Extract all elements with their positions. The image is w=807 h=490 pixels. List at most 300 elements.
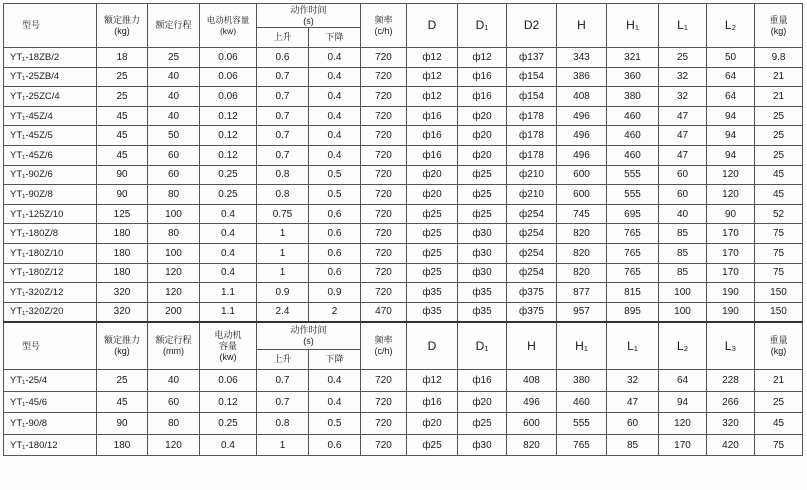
t2-cell: 47	[607, 391, 659, 413]
t1-cell: 150	[755, 302, 803, 322]
t1-row	[4, 67, 803, 87]
t1-header-weight: 重量 (kg)	[755, 4, 803, 48]
t1-cell: 85	[659, 224, 707, 244]
t1-cell: 190	[707, 283, 755, 303]
t1-cell: 45	[97, 106, 148, 126]
t1-cell: 60	[659, 165, 707, 185]
t1-cell: 200	[148, 302, 200, 322]
t1-row	[4, 48, 803, 68]
t1-cell: 765	[607, 263, 659, 283]
t2-header-l1: L₁	[607, 322, 659, 370]
t1-cell: 52	[755, 204, 803, 224]
t2-cell: 45	[755, 413, 803, 435]
t1-row	[4, 204, 803, 224]
t2-cell: 420	[707, 434, 755, 456]
t1-cell: ф30	[458, 263, 507, 283]
t1-cell: 1	[257, 263, 309, 283]
t1-cell: 1	[257, 224, 309, 244]
t1-cell: 21	[755, 67, 803, 87]
t1-cell: 470	[361, 302, 407, 322]
t1-cell: ф25	[458, 185, 507, 205]
t2-cell: 75	[755, 434, 803, 456]
t1-cell: YT₁-45Z/5	[4, 126, 97, 146]
t1-cell: ф178	[507, 145, 557, 165]
t2-cell: 0.12	[200, 391, 257, 413]
t1-cell: 0.25	[200, 165, 257, 185]
t1-cell: 0.12	[200, 145, 257, 165]
t1-cell: 40	[148, 87, 200, 107]
t1-cell: 0.12	[200, 106, 257, 126]
t2-cell: 85	[607, 434, 659, 456]
t1-cell: ф35	[407, 302, 458, 322]
t1-cell: 120	[148, 263, 200, 283]
t2-cell: 80	[148, 413, 200, 435]
t1-cell: 45	[97, 145, 148, 165]
t2-cell: 720	[361, 413, 407, 435]
t1-cell: 0.5	[309, 165, 361, 185]
t1-cell: ф16	[407, 126, 458, 146]
t1-cell: 720	[361, 126, 407, 146]
t1-cell: 895	[607, 302, 659, 322]
t1-cell: YT₁-180Z/8	[4, 224, 97, 244]
t2-cell: ф20	[458, 391, 507, 413]
t2-cell: YT₁-45/6	[4, 391, 97, 413]
t1-row	[4, 87, 803, 107]
t1-cell: 85	[659, 263, 707, 283]
t1-cell: YT₁-90Z/8	[4, 185, 97, 205]
t2-cell: 90	[97, 413, 148, 435]
t1-cell: 496	[557, 126, 607, 146]
t1-cell: 0.25	[200, 185, 257, 205]
t1-cell: 18	[97, 48, 148, 68]
t1-cell: 0.7	[257, 87, 309, 107]
t1-cell: 720	[361, 263, 407, 283]
t1-cell: ф20	[458, 106, 507, 126]
t1-header-down: 下降	[309, 28, 361, 48]
t1-cell: 460	[607, 126, 659, 146]
t1-cell: 32	[659, 87, 707, 107]
t1-header-model: 型号	[4, 4, 97, 48]
t2-header-freq: 频率 (c/h)	[361, 322, 407, 370]
t1-cell: 64	[707, 67, 755, 87]
t1-body	[4, 48, 803, 322]
t1-cell: ф254	[507, 204, 557, 224]
t1-header-l1: L₁	[659, 4, 707, 48]
t1-cell: 0.4	[200, 243, 257, 263]
t1-cell: 0.75	[257, 204, 309, 224]
t1-cell: ф254	[507, 224, 557, 244]
t1-cell: 820	[557, 224, 607, 244]
t2-cell: 21	[755, 370, 803, 392]
t1-header-thrust: 额定推力 (kg)	[97, 4, 148, 48]
t2-row	[4, 434, 803, 456]
t1-cell: YT₁-180Z/10	[4, 243, 97, 263]
t1-cell: 720	[361, 185, 407, 205]
t1-cell: YT₁-320Z/20	[4, 302, 97, 322]
t1-cell: 47	[659, 145, 707, 165]
t1-cell: ф25	[407, 263, 458, 283]
t1-row	[4, 283, 803, 303]
t1-cell: 32	[659, 67, 707, 87]
t2-cell: 266	[707, 391, 755, 413]
t2-cell: 0.6	[309, 434, 361, 456]
t1-cell: ф178	[507, 106, 557, 126]
t1-cell: 0.6	[309, 224, 361, 244]
t1-cell: 1.1	[200, 283, 257, 303]
t2-header-l2: L₂	[659, 322, 707, 370]
t1-cell: 0.7	[257, 126, 309, 146]
t1-header-action-time: 动作时间 (s)	[257, 4, 361, 28]
t1-cell: 321	[607, 48, 659, 68]
t2-cell: 94	[659, 391, 707, 413]
t1-cell: 0.7	[257, 67, 309, 87]
t2-header-h: H	[507, 322, 557, 370]
t1-cell: 720	[361, 87, 407, 107]
t1-cell: 45	[97, 126, 148, 146]
t1-cell: 25	[148, 48, 200, 68]
t1-cell: 0.4	[200, 263, 257, 283]
t1-cell: 47	[659, 106, 707, 126]
t1-row	[4, 302, 803, 322]
t2-cell: 0.7	[257, 391, 309, 413]
t1-row	[4, 224, 803, 244]
t1-cell: 0.4	[309, 48, 361, 68]
t1-cell: 0.6	[309, 204, 361, 224]
t2-cell: 120	[148, 434, 200, 456]
t1-cell: 0.8	[257, 185, 309, 205]
t1-cell: ф210	[507, 185, 557, 205]
t1-cell: ф375	[507, 283, 557, 303]
t1-cell: YT₁-25ZB/4	[4, 67, 97, 87]
t1-cell: 0.4	[309, 87, 361, 107]
t1-cell: 50	[707, 48, 755, 68]
t2-cell: 408	[507, 370, 557, 392]
t1-cell: YT₁-320Z/12	[4, 283, 97, 303]
t2-cell: 0.8	[257, 413, 309, 435]
t1-row	[4, 243, 803, 263]
t1-cell: YT₁-180Z/12	[4, 263, 97, 283]
t1-cell: YT₁-125Z/10	[4, 204, 97, 224]
t1-cell: 0.4	[309, 106, 361, 126]
t2-header-thrust: 额定推力 (kg)	[97, 322, 148, 370]
t1-cell: ф137	[507, 48, 557, 68]
t1-cell: 408	[557, 87, 607, 107]
t1-cell: 815	[607, 283, 659, 303]
t2-header-weight: 重量 (kg)	[755, 322, 803, 370]
t1-cell: 100	[148, 243, 200, 263]
t2-cell: 460	[557, 391, 607, 413]
t1-cell: 94	[707, 106, 755, 126]
t1-cell: 555	[607, 185, 659, 205]
t1-row	[4, 165, 803, 185]
t1-cell: 555	[607, 165, 659, 185]
t1-cell: 45	[755, 185, 803, 205]
t2-cell: 0.7	[257, 370, 309, 392]
t2-cell: ф20	[407, 413, 458, 435]
t2-cell: 228	[707, 370, 755, 392]
t1-cell: 320	[97, 302, 148, 322]
t2-cell: YT₁-90/8	[4, 413, 97, 435]
t1-cell: 47	[659, 126, 707, 146]
t1-cell: 360	[607, 67, 659, 87]
t1-cell: 1	[257, 243, 309, 263]
t1-header-motor: 电动机容量 (kw)	[200, 4, 257, 48]
t2-cell: 720	[361, 391, 407, 413]
t1-cell: 0.4	[309, 145, 361, 165]
t1-cell: ф25	[407, 224, 458, 244]
t1-cell: 25	[755, 126, 803, 146]
t1-cell: ф20	[458, 145, 507, 165]
t1-header-h1: H₁	[607, 4, 659, 48]
t1-cell: 100	[659, 283, 707, 303]
t1-cell: ф20	[407, 185, 458, 205]
t2-cell: 170	[659, 434, 707, 456]
t1-cell: 94	[707, 126, 755, 146]
t1-cell: ф25	[407, 243, 458, 263]
t1-cell: ф16	[458, 87, 507, 107]
t1-cell: 170	[707, 224, 755, 244]
t2-cell: 180	[97, 434, 148, 456]
t1-cell: 1.1	[200, 302, 257, 322]
t1-cell: 765	[607, 243, 659, 263]
t2-cell: ф16	[458, 370, 507, 392]
t1-row	[4, 106, 803, 126]
t1-cell: ф12	[458, 48, 507, 68]
t2-cell: 32	[607, 370, 659, 392]
t1-cell: 94	[707, 145, 755, 165]
t1-row	[4, 126, 803, 146]
t1-cell: ф16	[407, 145, 458, 165]
t2-cell: 64	[659, 370, 707, 392]
t1-cell: 80	[148, 224, 200, 244]
t1-cell: 9.8	[755, 48, 803, 68]
t1-cell: 180	[97, 263, 148, 283]
t1-cell: 957	[557, 302, 607, 322]
t1-cell: 0.12	[200, 126, 257, 146]
t1-cell: 0.8	[257, 165, 309, 185]
t1-cell: 720	[361, 283, 407, 303]
t1-cell: 380	[607, 87, 659, 107]
t1-cell: 120	[707, 165, 755, 185]
t2-cell: 25	[755, 391, 803, 413]
t2-cell: 720	[361, 434, 407, 456]
t1-cell: 720	[361, 145, 407, 165]
t1-cell: ф35	[458, 302, 507, 322]
t1-cell: 100	[659, 302, 707, 322]
t2-header-l3: L₃	[707, 322, 755, 370]
t1-header-d1: D₁	[458, 4, 507, 48]
t1-row	[4, 263, 803, 283]
t1-cell: 75	[755, 224, 803, 244]
t1-cell: ф25	[407, 204, 458, 224]
t2-cell: 0.25	[200, 413, 257, 435]
t1-cell: 50	[148, 126, 200, 146]
t1-cell: ф35	[407, 283, 458, 303]
t1-cell: 0.4	[200, 204, 257, 224]
t1-cell: 460	[607, 145, 659, 165]
t1-cell: ф12	[407, 48, 458, 68]
t1-cell: YT₁-45Z/4	[4, 106, 97, 126]
t1-cell: YT₁-90Z/6	[4, 165, 97, 185]
t2-header-motor: 电动机 容量 (kw)	[200, 322, 257, 370]
t1-cell: 60	[148, 165, 200, 185]
t1-cell: 0.06	[200, 67, 257, 87]
t2-header-down: 下降	[309, 350, 361, 370]
t1-cell: 0.06	[200, 48, 257, 68]
t2-cell: 820	[507, 434, 557, 456]
t1-cell: 695	[607, 204, 659, 224]
t2-cell: 0.4	[309, 370, 361, 392]
t2-cell: 60	[607, 413, 659, 435]
t1-cell: 21	[755, 87, 803, 107]
t1-row	[4, 145, 803, 165]
t2-cell: 120	[659, 413, 707, 435]
t2-header-stroke: 额定行程 (mm)	[148, 322, 200, 370]
t2-cell: 0.5	[309, 413, 361, 435]
t2-cell: 45	[97, 391, 148, 413]
t1-cell: 0.6	[257, 48, 309, 68]
t1-cell: 720	[361, 48, 407, 68]
t1-cell: 85	[659, 243, 707, 263]
t2-cell: 0.4	[200, 434, 257, 456]
t1-cell: 180	[97, 224, 148, 244]
t1-cell: 25	[97, 67, 148, 87]
t1-cell: ф25	[458, 165, 507, 185]
t2-cell: 320	[707, 413, 755, 435]
t1-cell: 0.5	[309, 185, 361, 205]
t1-header-stroke: 额定行程	[148, 4, 200, 48]
t1-cell: 120	[707, 185, 755, 205]
t1-cell: 0.9	[309, 283, 361, 303]
t2-row	[4, 370, 803, 392]
t1-cell: 720	[361, 224, 407, 244]
t1-cell: 40	[148, 67, 200, 87]
t1-cell: ф254	[507, 243, 557, 263]
t2-cell: 600	[507, 413, 557, 435]
t1-cell: 600	[557, 165, 607, 185]
t1-cell: 0.7	[257, 145, 309, 165]
t1-header-up: 上升	[257, 28, 309, 48]
t2-cell: 496	[507, 391, 557, 413]
t1-cell: 720	[361, 204, 407, 224]
t1-cell: ф154	[507, 87, 557, 107]
t2-cell: 40	[148, 370, 200, 392]
t2-header-model: 型号	[4, 322, 97, 370]
t1-cell: 0.9	[257, 283, 309, 303]
t1-cell: YT₁-25ZC/4	[4, 87, 97, 107]
t1-cell: ф16	[458, 67, 507, 87]
t1-cell: ф20	[458, 126, 507, 146]
t1-cell: 0.4	[309, 67, 361, 87]
t1-cell: 720	[361, 243, 407, 263]
t1-cell: 45	[755, 165, 803, 185]
t2-cell: 720	[361, 370, 407, 392]
t1-cell: 820	[557, 263, 607, 283]
t1-cell: 0.06	[200, 87, 257, 107]
t1-cell: 40	[148, 106, 200, 126]
t1-cell: 343	[557, 48, 607, 68]
t1-cell: 60	[148, 145, 200, 165]
t1-cell: 877	[557, 283, 607, 303]
t2-cell: ф12	[407, 370, 458, 392]
t1-header-d: D	[407, 4, 458, 48]
t2-cell: 1	[257, 434, 309, 456]
t1-cell: 170	[707, 263, 755, 283]
t1-cell: 720	[361, 67, 407, 87]
t2-cell: YT₁-25/4	[4, 370, 97, 392]
t2-cell: 60	[148, 391, 200, 413]
t1-cell: 100	[148, 204, 200, 224]
t1-cell: ф35	[458, 283, 507, 303]
t1-cell: 125	[97, 204, 148, 224]
t1-header-freq: 频率 (c/h)	[361, 4, 407, 48]
t1-cell: 25	[97, 87, 148, 107]
t1-cell: 0.6	[309, 263, 361, 283]
t1-cell: 320	[97, 283, 148, 303]
t2-body	[4, 370, 803, 456]
t1-cell: 60	[659, 185, 707, 205]
t1-cell: ф12	[407, 67, 458, 87]
t2-header-d1: D₁	[458, 322, 507, 370]
t2-header-action-time: 动作时间 (s)	[257, 322, 361, 350]
t1-cell: ф210	[507, 165, 557, 185]
spec-table	[3, 3, 803, 456]
t1-cell: 170	[707, 243, 755, 263]
t1-cell: 75	[755, 263, 803, 283]
t1-cell: 150	[755, 283, 803, 303]
t2-cell: YT₁-180/12	[4, 434, 97, 456]
t1-cell: 25	[659, 48, 707, 68]
t1-header-h: H	[557, 4, 607, 48]
t2-header-h1: H₁	[557, 322, 607, 370]
t2-cell: ф25	[407, 434, 458, 456]
t1-cell: ф254	[507, 263, 557, 283]
t1-cell: ф30	[458, 243, 507, 263]
t1-cell: 64	[707, 87, 755, 107]
t2-cell: ф30	[458, 434, 507, 456]
t1-cell: 0.6	[309, 243, 361, 263]
t1-cell: 90	[97, 185, 148, 205]
t1-cell: ф178	[507, 126, 557, 146]
t1-cell: 0.4	[200, 224, 257, 244]
t1-cell: 120	[148, 283, 200, 303]
t2-cell: 765	[557, 434, 607, 456]
t1-cell: ф16	[407, 106, 458, 126]
t1-cell: 820	[557, 243, 607, 263]
t1-cell: 765	[607, 224, 659, 244]
t1-cell: 75	[755, 243, 803, 263]
t1-cell: ф154	[507, 67, 557, 87]
t1-cell: YT₁-18ZB/2	[4, 48, 97, 68]
t1-cell: ф25	[458, 204, 507, 224]
t1-cell: 40	[659, 204, 707, 224]
t1-cell: 2.4	[257, 302, 309, 322]
t1-cell: 90	[707, 204, 755, 224]
t2-cell: 25	[97, 370, 148, 392]
t1-cell: 90	[97, 165, 148, 185]
t1-cell: 2	[309, 302, 361, 322]
t2-cell: 380	[557, 370, 607, 392]
t1-cell: 460	[607, 106, 659, 126]
t2-row	[4, 391, 803, 413]
t1-cell: 0.4	[309, 126, 361, 146]
t1-cell: 600	[557, 185, 607, 205]
t2-row	[4, 413, 803, 435]
t2-header-up: 上升	[257, 350, 309, 370]
t2-cell: ф25	[458, 413, 507, 435]
t1-cell: 386	[557, 67, 607, 87]
t1-cell: 25	[755, 145, 803, 165]
